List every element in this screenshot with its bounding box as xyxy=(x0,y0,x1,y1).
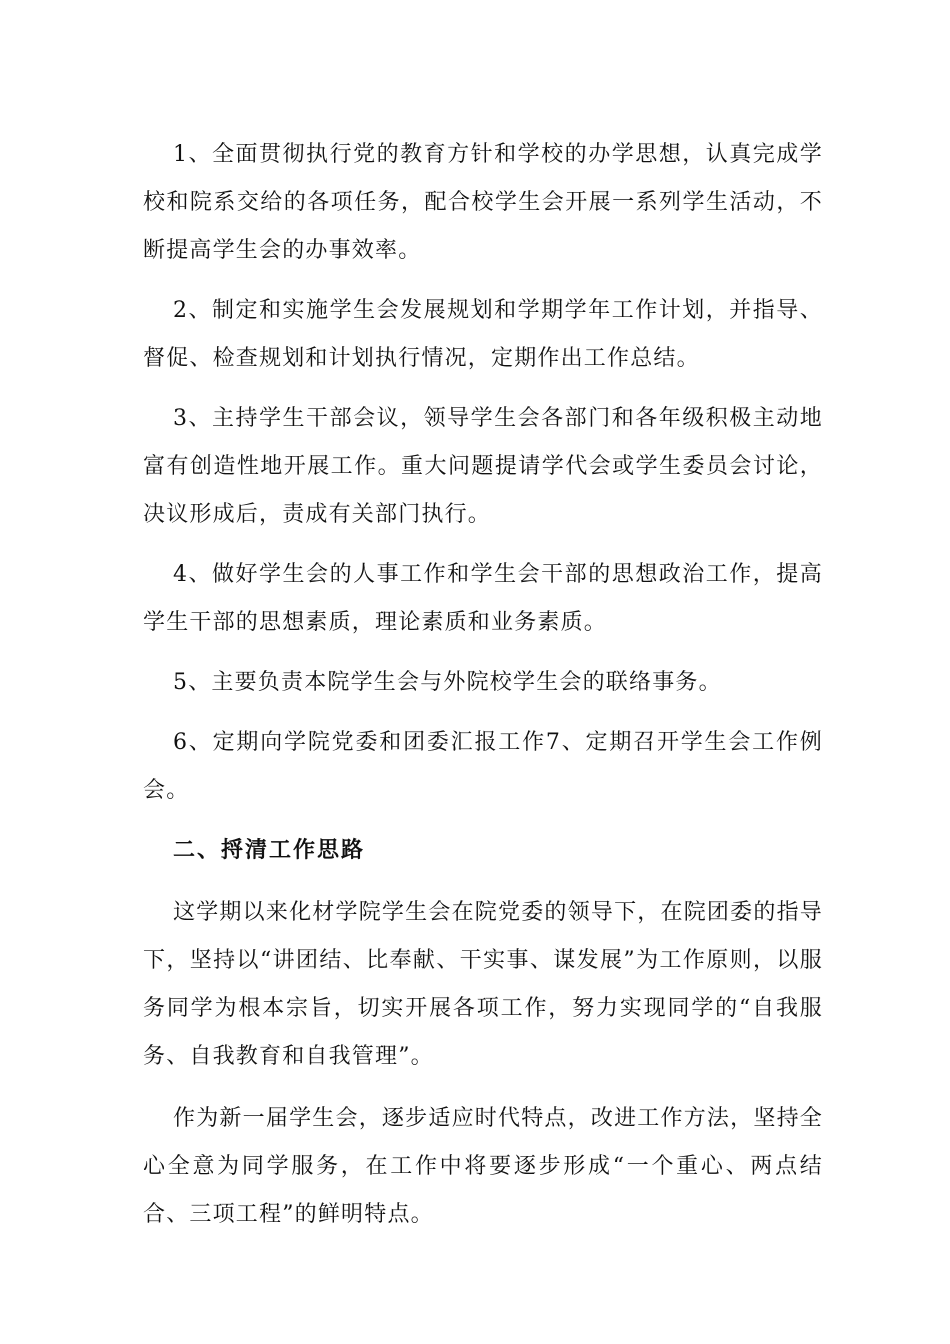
section-heading: 二、捋清工作思路 xyxy=(173,838,366,863)
paragraph-4: 4、做好学生会的人事工作和学生会干部的思想政治工作，提高学生干部的思想素质，理论素质和业务素质。 xyxy=(143,562,823,635)
section-paragraph-1: 这学期以来化材学院学生会在院党委的领导下，在院团委的指导下，坚持以“讲团结、比奉献、干实事、谋发展”为工作原则，以服务同学为根本宗旨，切实开展各项工作，努力实现同学的“自我服务、自我教育和自我管理”。 xyxy=(143,900,823,1069)
paragraph-1: 1、全面贯彻执行党的教育方针和学校的办学思想，认真完成学校和院系交给的各项任务，配合校学生会开展一系列学生活动，不断提高学生会的办事效率。 xyxy=(143,142,823,263)
section-paragraph-2: 作为新一届学生会，逐步适应时代特点，改进工作方法，坚持全心全意为同学服务，在工作中将要逐步形成“一个重心、两点结合、三项工程”的鲜明特点。 xyxy=(143,1106,823,1227)
paragraph-2: 2、制定和实施学生会发展规划和学期学年工作计划，并指导、督促、检查规划和计划执行情况，定期作出工作总结。 xyxy=(143,298,823,371)
paragraph-5: 5、主要负责本院学生会与外院校学生会的联络事务。 xyxy=(173,670,722,695)
document-body xyxy=(143,131,823,1239)
paragraph-6: 6、定期向学院党委和团委汇报工作7、定期召开学生会工作例会。 xyxy=(143,730,823,803)
paragraph-3: 3、主持学生干部会议，领导学生会各部门和各年级积极主动地富有创造性地开展工作。重大问题提请学代会或学生委员会讨论，决议形成后，责成有关部门执行。 xyxy=(143,406,823,527)
